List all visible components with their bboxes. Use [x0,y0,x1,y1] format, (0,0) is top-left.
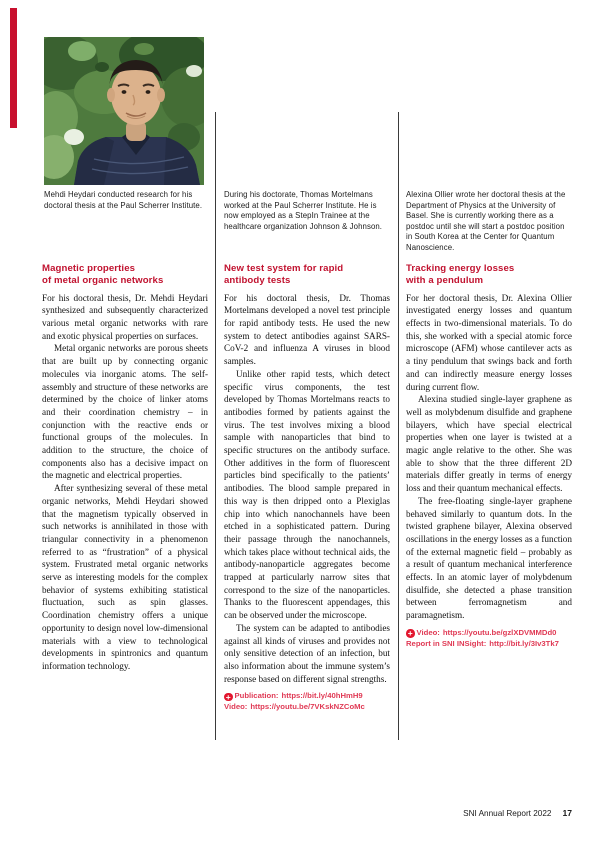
portrait-photo-graphic [44,37,204,185]
column-divider-2 [398,112,399,740]
paragraph: The system can be adapted to antibodies against all kinds of viruses and provides not only sensitive detection of an infection, but also information about the immune system’s response based on different signal strengths. [224,622,390,684]
link-url[interactable]: https://youtu.be/gzlXDVMMDd0 [442,627,557,637]
article-links [224,690,390,712]
link-label: Publication: [234,691,279,701]
article-heading [42,263,208,287]
heading-line-2: of metal organic networks [42,274,164,286]
paragraph: Alexina studied single-layer graphene as well as molybdenum disulfide and graphene bilayers, which have special electrical properties when one layer is twisted at a magic angle relative to the other. She was able to show that the three different 2D materials differ greatly in terms of energy loss and their quantum mechanical effects. [406,394,572,494]
heading-line-1: New test system for rapid [224,263,344,274]
paragraph: Unlike other rapid tests, which detect specific virus components, the test developed by Thomas Mortelmans reacts to antibodies formed by patients against the virus. The test involves mixing a blood sample with nanoparticles that bind to specific structures on the antibody surface. Other additives in the form of fluorescent particles bind specifically to the patients’ antibodies. The blood sample prepared in this way is then dripped onto a Plexiglas chip into which nanochannels have been etched in a sophisticated pattern. During their passage through the nanochannels, which takes place without technical aids, the antibody-nanoparticle aggregates become trapped at particularly narrow sites that correspond to the size of the nanoparticles. Thanks to the fluorescent appendages, this can be observed under the microscope. [224,368,390,621]
link-label: Video: [224,702,248,712]
article-magnetic-properties [42,263,208,673]
video-link[interactable] [406,627,572,638]
heading-line-2: with a pendulum [406,274,484,286]
portrait-photo-mehdi-heydari [44,37,204,185]
plus-circle-icon: + [225,691,231,702]
article-heading [224,263,390,287]
paragraph: For his doctoral thesis, Dr. Thomas Mortelmans developed a novel test principle for rapid antibody tests. He used the new system to detect antibodies against SARS-CoV-2 and influenza A viruses in blood samples. [224,292,390,367]
photo-caption-thomas: During his doctorate, Thomas Mortelmans worked at the Paul Scherrer Institute. He is now employed as a StepIn Trainee at the healthcare organization Johnson & Johnson. [224,190,383,231]
heading-line-2: antibody tests [224,274,291,286]
paragraph: After synthesizing several of these metal organic networks, Mehdi Heydari showed that the magnetism typically observed in such networks is annihilated in those with triangular connectivity in a phenomenon referred to as “frustration” of a physical system. Frustrated metal organic networks serve as interesting models for the complex behavior of systems exhibiting statistical fluctuation, such as spin glasses. Coordination chemistry offers a unique opportunity to design novel low-dimensional materials with a view to technological developments in spintronics and quantum information technology. [42,483,208,671]
heading-line-1: Magnetic properties [42,263,136,274]
link-url[interactable]: https://bit.ly/40hHmH9 [281,691,363,701]
photo-caption-mehdi: Mehdi Heydari conducted research for his doctoral thesis at the Paul Scherrer Institute. [44,190,203,210]
column-divider-1 [215,112,216,740]
page-edge-marker [10,8,17,128]
article-heading [406,263,572,287]
photo-caption-alexina: Alexina Ollier wrote her doctoral thesis at the Department of Physics at the University of Basel. She is currently working there as a postdoc until she will start a postdoc position in South Korea at the Center for Quantum Nanoscience. [406,190,566,252]
video-link[interactable] [224,701,390,712]
paragraph: For his doctoral thesis, Dr. Mehdi Heydari synthesized and subsequently characterized various metal organic networks with rare and exotic physical properties on surfaces. [42,292,208,341]
heading-line-1: Tracking energy losses [406,263,515,274]
paragraph: The free-floating single-layer graphene behaved similarly to quantum dots. In the twisted graphene bilayer, Alexina observed oscillations in the energy losses as a function of the external magnetic field – probably as a result of quantum mechanical interference effects. In an atomic layer of molybdenum disulfide, she detected a phase transition between ferromagnetism and paramagnetism. [406,495,572,621]
page-number: 17 [562,808,572,818]
link-url[interactable]: https://youtu.be/7VKskNZCoMc [250,702,365,712]
report-title: SNI Annual Report 2022 [463,809,552,818]
link-label: Report in SNI INSight: [406,638,487,648]
article-links [406,627,572,649]
page-footer [463,808,572,819]
article-tracking-energy-losses [406,263,572,649]
paragraph: Metal organic networks are porous sheets that are built up by connecting organic molecules via inorganic atoms. The self-assembly and structure of these networks are determined by the choice of linker atoms and their coordination chemistry – in conjunction with the reactive ends or functional groups of the molecules. In addition to the structure, the choice of components also has a decisive impact on the magnetic and electrical properties. [42,343,208,481]
link-url[interactable]: http://bit.ly/3Iv3Tk7 [489,638,559,648]
link-label: Video: [416,627,440,637]
article-rapid-antibody-tests [224,263,390,712]
plus-circle-icon: + [407,628,413,638]
paragraph: For her doctoral thesis, Dr. Alexina Ollier investigated energy losses and quantum effects in two-dimensional materials. To do this, she worked with a special atomic force microscope (AFM) whose cantilever acts as a tiny pendulum that swings back and forth and can indirectly measure energy losses during current flow. [406,292,572,392]
report-link[interactable] [406,638,572,649]
publication-link[interactable] [224,690,390,701]
